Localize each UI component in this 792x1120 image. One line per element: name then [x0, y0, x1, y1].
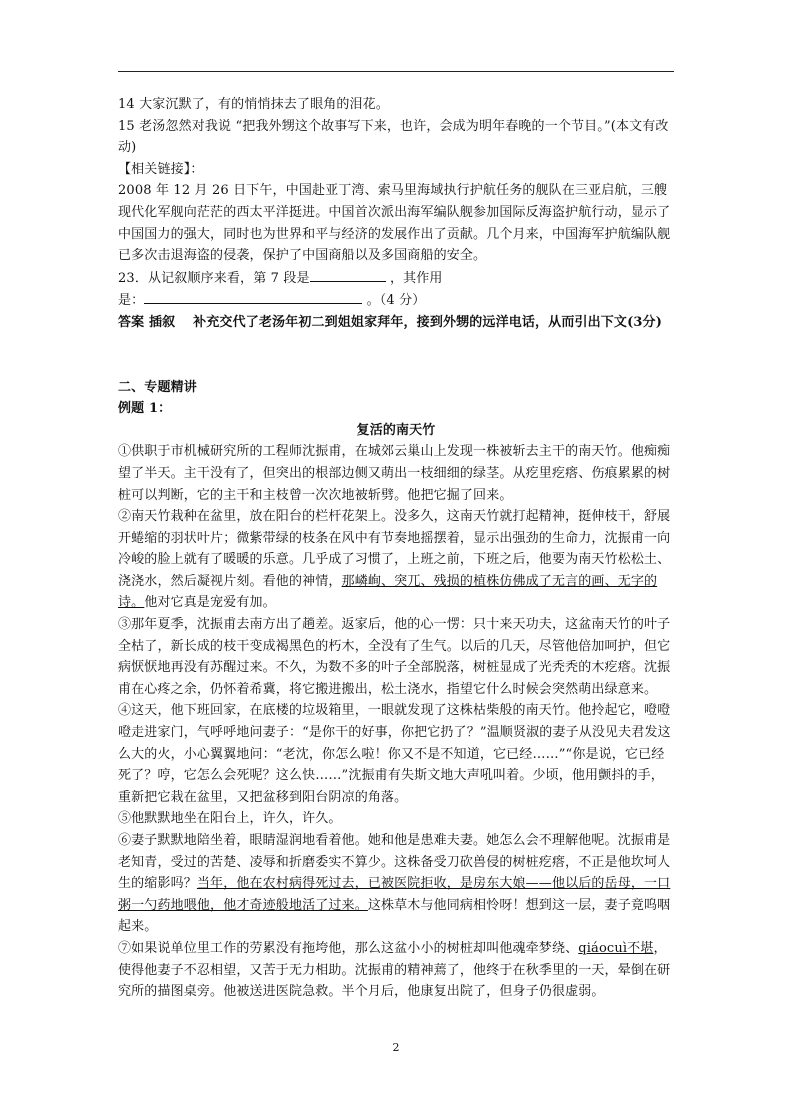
answer-blank-2 [144, 289, 362, 304]
related-link-title: 【相关链接】： [118, 161, 204, 177]
question-23-text: 23．从记叙顺序来看，第 7 段是 [118, 270, 310, 286]
article-paragraph-6 [118, 830, 674, 938]
answer-label: 答案 [118, 314, 145, 330]
spacer [118, 334, 674, 377]
article-paragraph-4: ④这天，他下班回家，在底楼的垃圾箱里，一眼就发现了这株枯柴般的南天竹。他拎起它，噔噔噔走进家门，气呼呼地问妻子：“是你干的好事，你把它扔了？”温顺贤淑的妻子从没见夫君发这么大的火，小心翼翼地问：“老沈，你怎么啦！你又不是不知道，它已经……”“你是说，它已经死了？哼，它怎么会死呢？这么快……”沈振甫有失斯文地大声吼叫着。少顷，他用颤抖的手，重新把它栽在盆里，又把盆移到阳台阴凉的角落。 [118, 703, 671, 805]
article-title: 复活的南天竹 [356, 422, 436, 438]
article-paragraph-7 [118, 938, 674, 1003]
section-heading: 二、专题精讲 [118, 379, 197, 395]
p6-text-end: 这株草木与他同病相怜呀！想到这一层，妻子竟呜咽起来。 [118, 897, 671, 935]
article-paragraph-3: ③那年夏季，沈振甫去南方出了趟差。返家后，他的心一愣：只十来天功夫，这盆南天竹的叶子全枯了，新长成的枝干变成褐黑色的朽木，全没有了生气。以后的几天，尽管他倍加呵护，但它病恹恹地再没有苏醒过来。不久，为数不多的叶子全部脱落，树桩显成了光秃秃的木疙瘩。沈振甫在心疼之余，仍怀着希冀，将它搬进搬出，松土浇水，指望它什么时候会突然萌出绿意来。 [118, 617, 671, 697]
p2-text-end: 他对它真是宠爱有加。 [144, 595, 276, 611]
article-paragraph-1: ①供职于市机械研究所的工程师沈振甫，在城郊云巢山上发现一株被斩去主干的南天竹。他痴痴望了半天。主干没有了，但突出的根部边侧又萌出一枝细细的绿茎。从疙里疙瘩、伤痕累累的树桩可以判断，它的主干和主枝曾一次次地被斩劈。他把它掘了回来。 [118, 444, 671, 503]
related-link-body: 2008 年 12 月 26 日下午，中国赴亚丁湾、索马里海域执行护航任务的舰队在三亚启航，三艘现代化军舰向茫茫的西太平洋挺进。中国首次派出海军编队舰参加国际反海盗护航行动，显示了中国国力的强大，同时也为世界和平与经济的发展作出了贡献。几个月来，中国海军护航编队舰已多次击退海盗的侵袭，保护了中国商船以及多国商船的安全。 [118, 183, 671, 264]
question-23-text-3: 是： [118, 293, 145, 309]
article-paragraph-2 [118, 506, 674, 614]
paragraph-15: 15 老汤忽然对我说 “把我外甥这个故事写下来，也许，会成为明年春晚的一个节目。”(本文有改动) [118, 118, 669, 156]
header-rule [118, 71, 674, 72]
p7-text-end: ，使得他妻子不忍相望，又苦于无力相助。沈振甫的精神蔫了，他终于在秋季里的一天，晕倒在研究所的描图桌旁。他被送进医院急救。半个月后，他康复出院了，但身子仍很虚弱。 [118, 940, 671, 1000]
answer-text: 插叙 补充交代了老汤年初二到姐姐家拜年，接到外甥的远洋电话，从而引出下文(3分) [144, 314, 663, 330]
document-body [118, 94, 674, 1003]
p2-underlined: 那嶙峋、突兀、残损的植株仿佛成了无言的画、无字的诗。 [118, 573, 658, 611]
example-label: 例题 1： [118, 401, 172, 417]
article-paragraph-5: ⑤他默默地坐在阳台上，许久，许久。 [118, 811, 342, 827]
answer-blank-1 [310, 267, 386, 282]
question-23-line2 [118, 289, 674, 312]
answer [118, 312, 674, 334]
p7-underlined: qiáocuì不堪 [578, 940, 654, 956]
p6-underlined: 当年，他在农村病得死过去，已被医院拒收，是房东大娘——他以后的岳母，一口粥一勺药地喂他，他才奇迹般地活了过来。 [118, 876, 671, 913]
question-23-text-2: ，其作用 [389, 270, 443, 286]
question-23-score: 。（4 分） [366, 293, 426, 309]
p2-text: ②南天竹栽种在盆里，放在阳台的栏杆花架上。没多久，这南天竹就打起精神，挺伸枝干，舒展开蜷缩的羽状叶片；微紫带绿的枝条在风中有节奏地摇摆着，显示出强劲的生命力，沈振甫一向冷峻的脸上就有了暖暖的乐意。几乎成了习惯了，上班之前，下班之后，他要为南天竹松松土、浇浇水，然后凝视片刻。看他的神情， [118, 509, 671, 589]
p6-text: ⑥妻子默默地陪坐着，眼睛湿润地看着他。她和他是患难夫妻。她怎么会不理解他呢。沈振甫是老知青，受过的苦楚、凌辱和折磨委实不算少。这株备受刀砍兽侵的树桩疙瘩，不正是他坎坷人生的缩影吗？ [118, 833, 671, 892]
paragraph-14: 14 大家沉默了，有的悄悄抹去了眼角的泪花。 [118, 97, 389, 112]
page-number: 2 [392, 1041, 400, 1054]
p7-text: ⑦如果说单位里工作的劳累没有拖垮他，那么这盆小小的树桩却叫他魂牵梦绕、 [118, 940, 579, 956]
question-23 [118, 267, 674, 290]
